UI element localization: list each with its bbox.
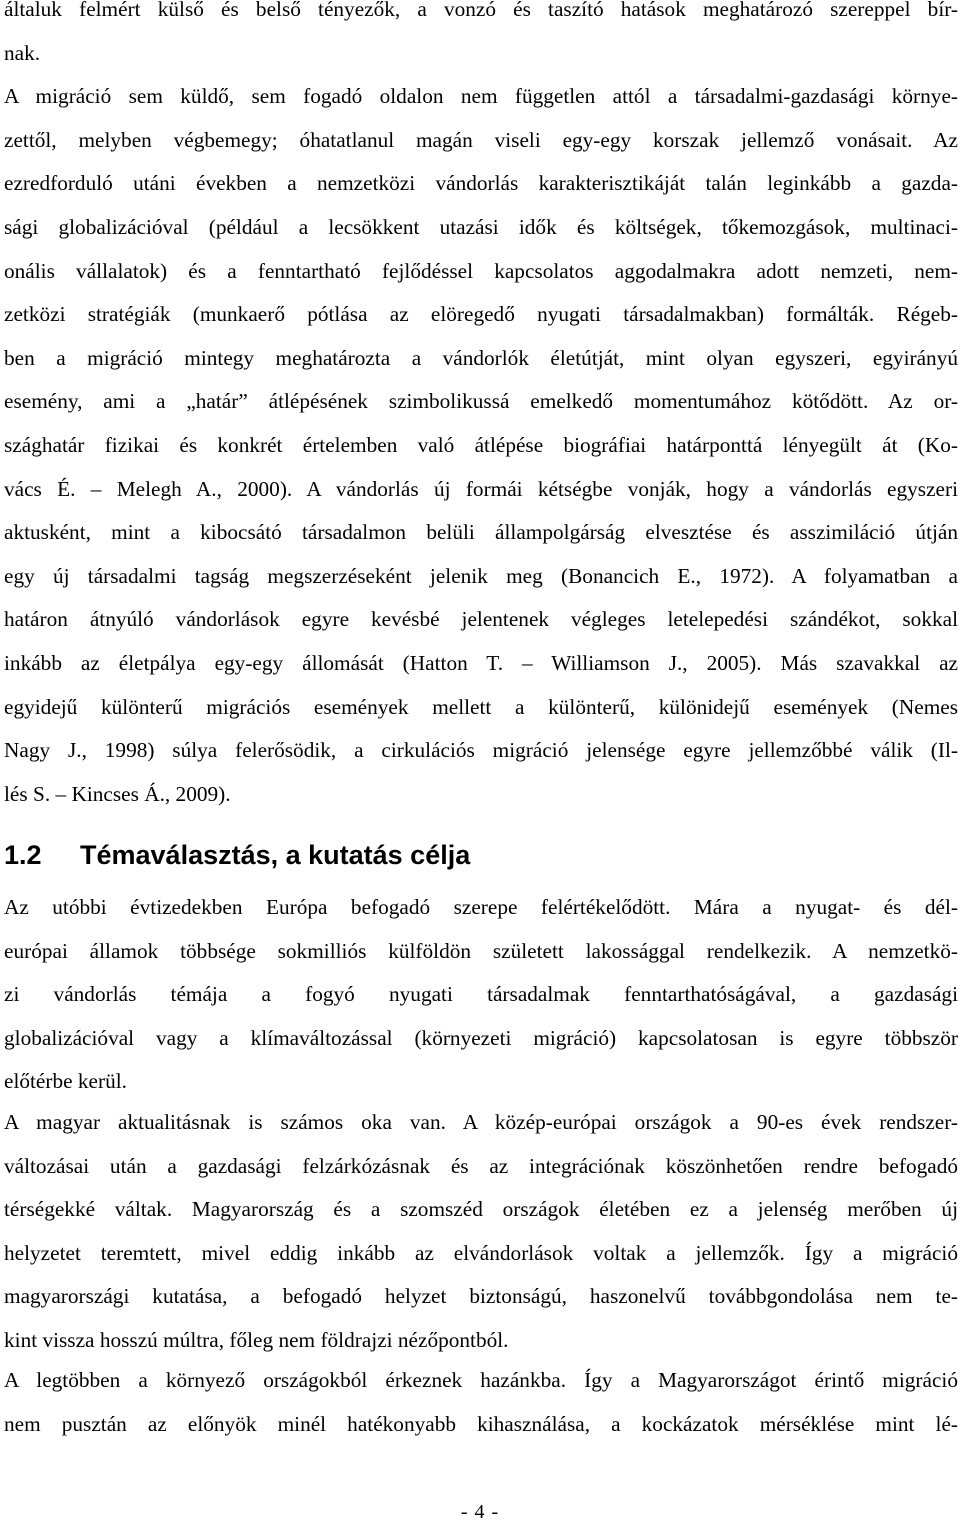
text-line: lés S. – Kincses Á., 2009). <box>4 781 231 806</box>
text-line: változásai után a gazdasági felzárkózásnak és az integrációnak köszönhetően rendre befogadó <box>4 1153 958 1178</box>
text-line: globalizációval vagy a klímaváltozással (környezeti migráció) kapcsolatosan is egyre többször <box>4 1025 958 1050</box>
paragraph-hungarian-relevance <box>4 1101 958 1363</box>
text-line: ezredforduló utáni években a nemzetközi vándorlás karakterisztikáját talán leginkább a gazda- <box>4 171 958 196</box>
text-line: Az utóbbi évtizedekben Európa befogadó szerepe felértékelődött. Mára a nyugat- és dél- <box>4 895 958 919</box>
section-title: Témaválasztás, a kutatás célja <box>80 840 471 870</box>
section-number: 1.2 <box>4 840 42 870</box>
paragraph-neighbouring-countries <box>4 1359 958 1446</box>
text-line: nak. <box>4 40 41 65</box>
text-line: inkább az életpálya egy-egy állomását (Hatton T. – Williamson J., 2005). Más szavakkal az <box>4 650 958 675</box>
text-line: zettől, melyben végbemegy; óhatatlanul magán viseli egy-egy korszak jellemző vonásait. Az <box>4 127 958 152</box>
text-line: ben a migráció mintegy meghatározta a vándorlók életútját, mint olyan egyszeri, egyirányú <box>4 345 958 370</box>
text-line: szághatár fizikai és konkrét értelemben való átlépése biográfiai határponttá lényegült át (Ko- <box>4 432 958 457</box>
paragraph-europe-role <box>4 886 958 1104</box>
text-line: zetközi stratégiák (munkaerő pótlása az elöregedő nyugati társadalmakban) formálták. Régeb- <box>4 302 958 327</box>
text-line: Nagy J., 1998) súlya felerősödik, a cirkulációs migráció jelensége egyre jellemzőbbé válik (Il- <box>4 738 958 763</box>
text-line: európai államok többsége sokmilliós külföldön született lakossággal rendelkezik. A nemzetkö- <box>4 938 958 963</box>
text-line: vács É. – Melegh A., 2000). A vándorlás új formái kétségbe vonják, hogy a vándorlás egyszeri <box>4 476 958 501</box>
text-line: nem pusztán az előnyök minél hatékonyabb kihasználása, a kockázatok mérséklése mint lé- <box>4 1411 958 1436</box>
text-line: előtérbe kerül. <box>4 1069 127 1094</box>
text-line: A magyar aktualitásnak is számos oka van. A közép-európai országok a 90-es évek rendszer- <box>4 1110 958 1134</box>
text-line: esemény, ami a „határ” átlépésének szimbolikussá emelkedő momentumához kötődött. Az or- <box>4 389 958 414</box>
text-line: egyidejű különterű migrációs események mellett a különterű, különidejű események (Nemes <box>4 694 958 719</box>
text-line: térségekké váltak. Magyarország és a szomszéd országok életében ez a jelenség merőben új <box>4 1197 958 1222</box>
text-line: onális vállalatok) és a fenntartható fejlődéssel kapcsolatos aggodalmakra adott nemzeti, nem- <box>4 258 958 283</box>
text-line: zi vándorlás témája a fogyó nyugati társadalmak fenntarthatóságával, a gazdasági <box>4 982 958 1007</box>
text-line: A migráció sem küldő, sem fogadó oldalon nem független attól a társadalmi-gazdasági környe- <box>4 84 958 109</box>
text-line: magyarországi kutatása, a befogadó helyzet biztonságú, haszonelvű továbbgondolása nem te- <box>4 1284 958 1309</box>
text-line: helyzetet teremtett, mivel eddig inkább az elvándorlások voltak a jellemzők. Így a migráció <box>4 1240 958 1265</box>
text-line: általuk felmért külső és belső tényezők, a vonzó és taszító hatások meghatározó szereppel bír- <box>4 0 958 21</box>
text-line: sági globalizációval (például a lecsökkent utazási idők és költségek, tőkemozgások, multinaci- <box>4 214 958 239</box>
text-line: kint vissza hosszú múltra, főleg nem földrajzi nézőpontból. <box>4 1327 509 1352</box>
paragraph-migration-factors <box>4 0 958 816</box>
text-line: határon átnyúló vándorlások egyre kevésbé jelentenek végleges letelepedési szándékot, sokkal <box>4 607 958 632</box>
text-line: aktusként, mint a kibocsátó társadalmon belüli állampolgárság elvesztése és asszimiláció útján <box>4 520 958 545</box>
page-number: - 4 - <box>460 1501 500 1523</box>
text-line: egy új társadalmi tagság megszerzéseként jelenik meg (Bonancich E., 1972). A folyamatban a <box>4 563 958 588</box>
text-line: A legtöbben a környező országokból érkeznek hazánkba. Így a Magyarországot érintő migráció <box>4 1368 958 1392</box>
section-heading <box>4 833 470 877</box>
